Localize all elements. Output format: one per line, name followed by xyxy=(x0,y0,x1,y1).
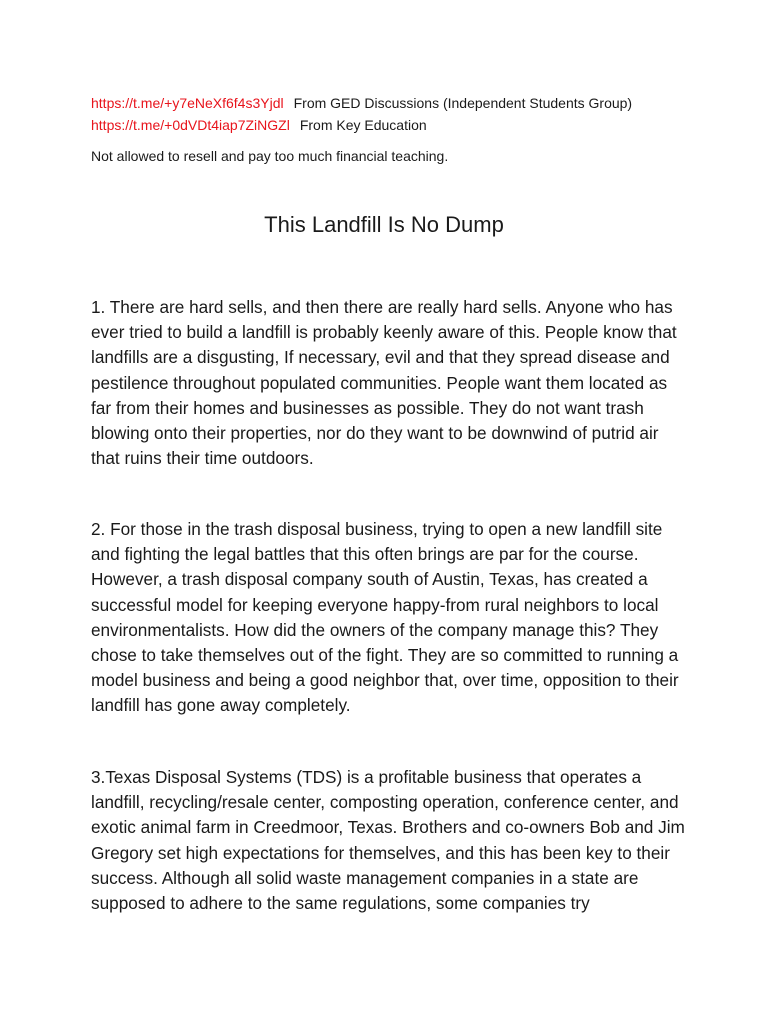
resale-notice: Not allowed to resell and pay too much financial teaching. xyxy=(91,148,449,164)
paragraph-3: 3.Texas Disposal Systems (TDS) is a profitable business that operates a landfill, recycling/resale center, composting operation, conference center, and exotic animal farm in Creedmoor, Texas. Brothers and co-owners Bob and Jim Gregory set high expectations for themselves, and this has been key to their success. Although all solid waste management companies in a state are supposed to adhere to the same regulations, some companies try xyxy=(91,767,685,914)
source-label-2: From Key Education xyxy=(299,117,427,133)
source-line-2 xyxy=(91,114,632,136)
source-line-1 xyxy=(91,92,632,114)
source-label-1: From GED Discussions (Independent Students Group) xyxy=(293,95,633,111)
paragraph-1: 1. There are hard sells, and then there are really hard sells. Anyone who has ever tried to build a landfill is probably keenly aware of this. People know that landfills are a disgusting, If necessary, evil and that they spread disease and pestilence throughout populated communities. People want them located as far from their homes and businesses as possible. They do not want trash blowing onto their properties, nor do they want to be downwind of putrid air that ruins their time outdoors. xyxy=(91,297,677,469)
paragraph-2: 2. For those in the trash disposal business, trying to open a new landfill site and fighting the legal battles that this often brings are par for the course. However, a trash disposal company south of Austin, Texas, has created a successful model for keeping everyone happy-from rural neighbors to local environmentalists. How did the owners of the company manage this? They chose to take themselves out of the fight. They are so committed to running a model business and being a good neighbor that, over time, opposition to their landfill has gone away completely. xyxy=(91,519,679,716)
document-title: This Landfill Is No Dump xyxy=(264,212,504,237)
telegram-link-1[interactable]: https://t.me/+y7eNeXf6f4s3Yjdl xyxy=(91,95,284,111)
telegram-link-2[interactable]: https://t.me/+0dVDt4iap7ZiNGZl xyxy=(91,117,290,133)
source-links xyxy=(91,92,632,136)
